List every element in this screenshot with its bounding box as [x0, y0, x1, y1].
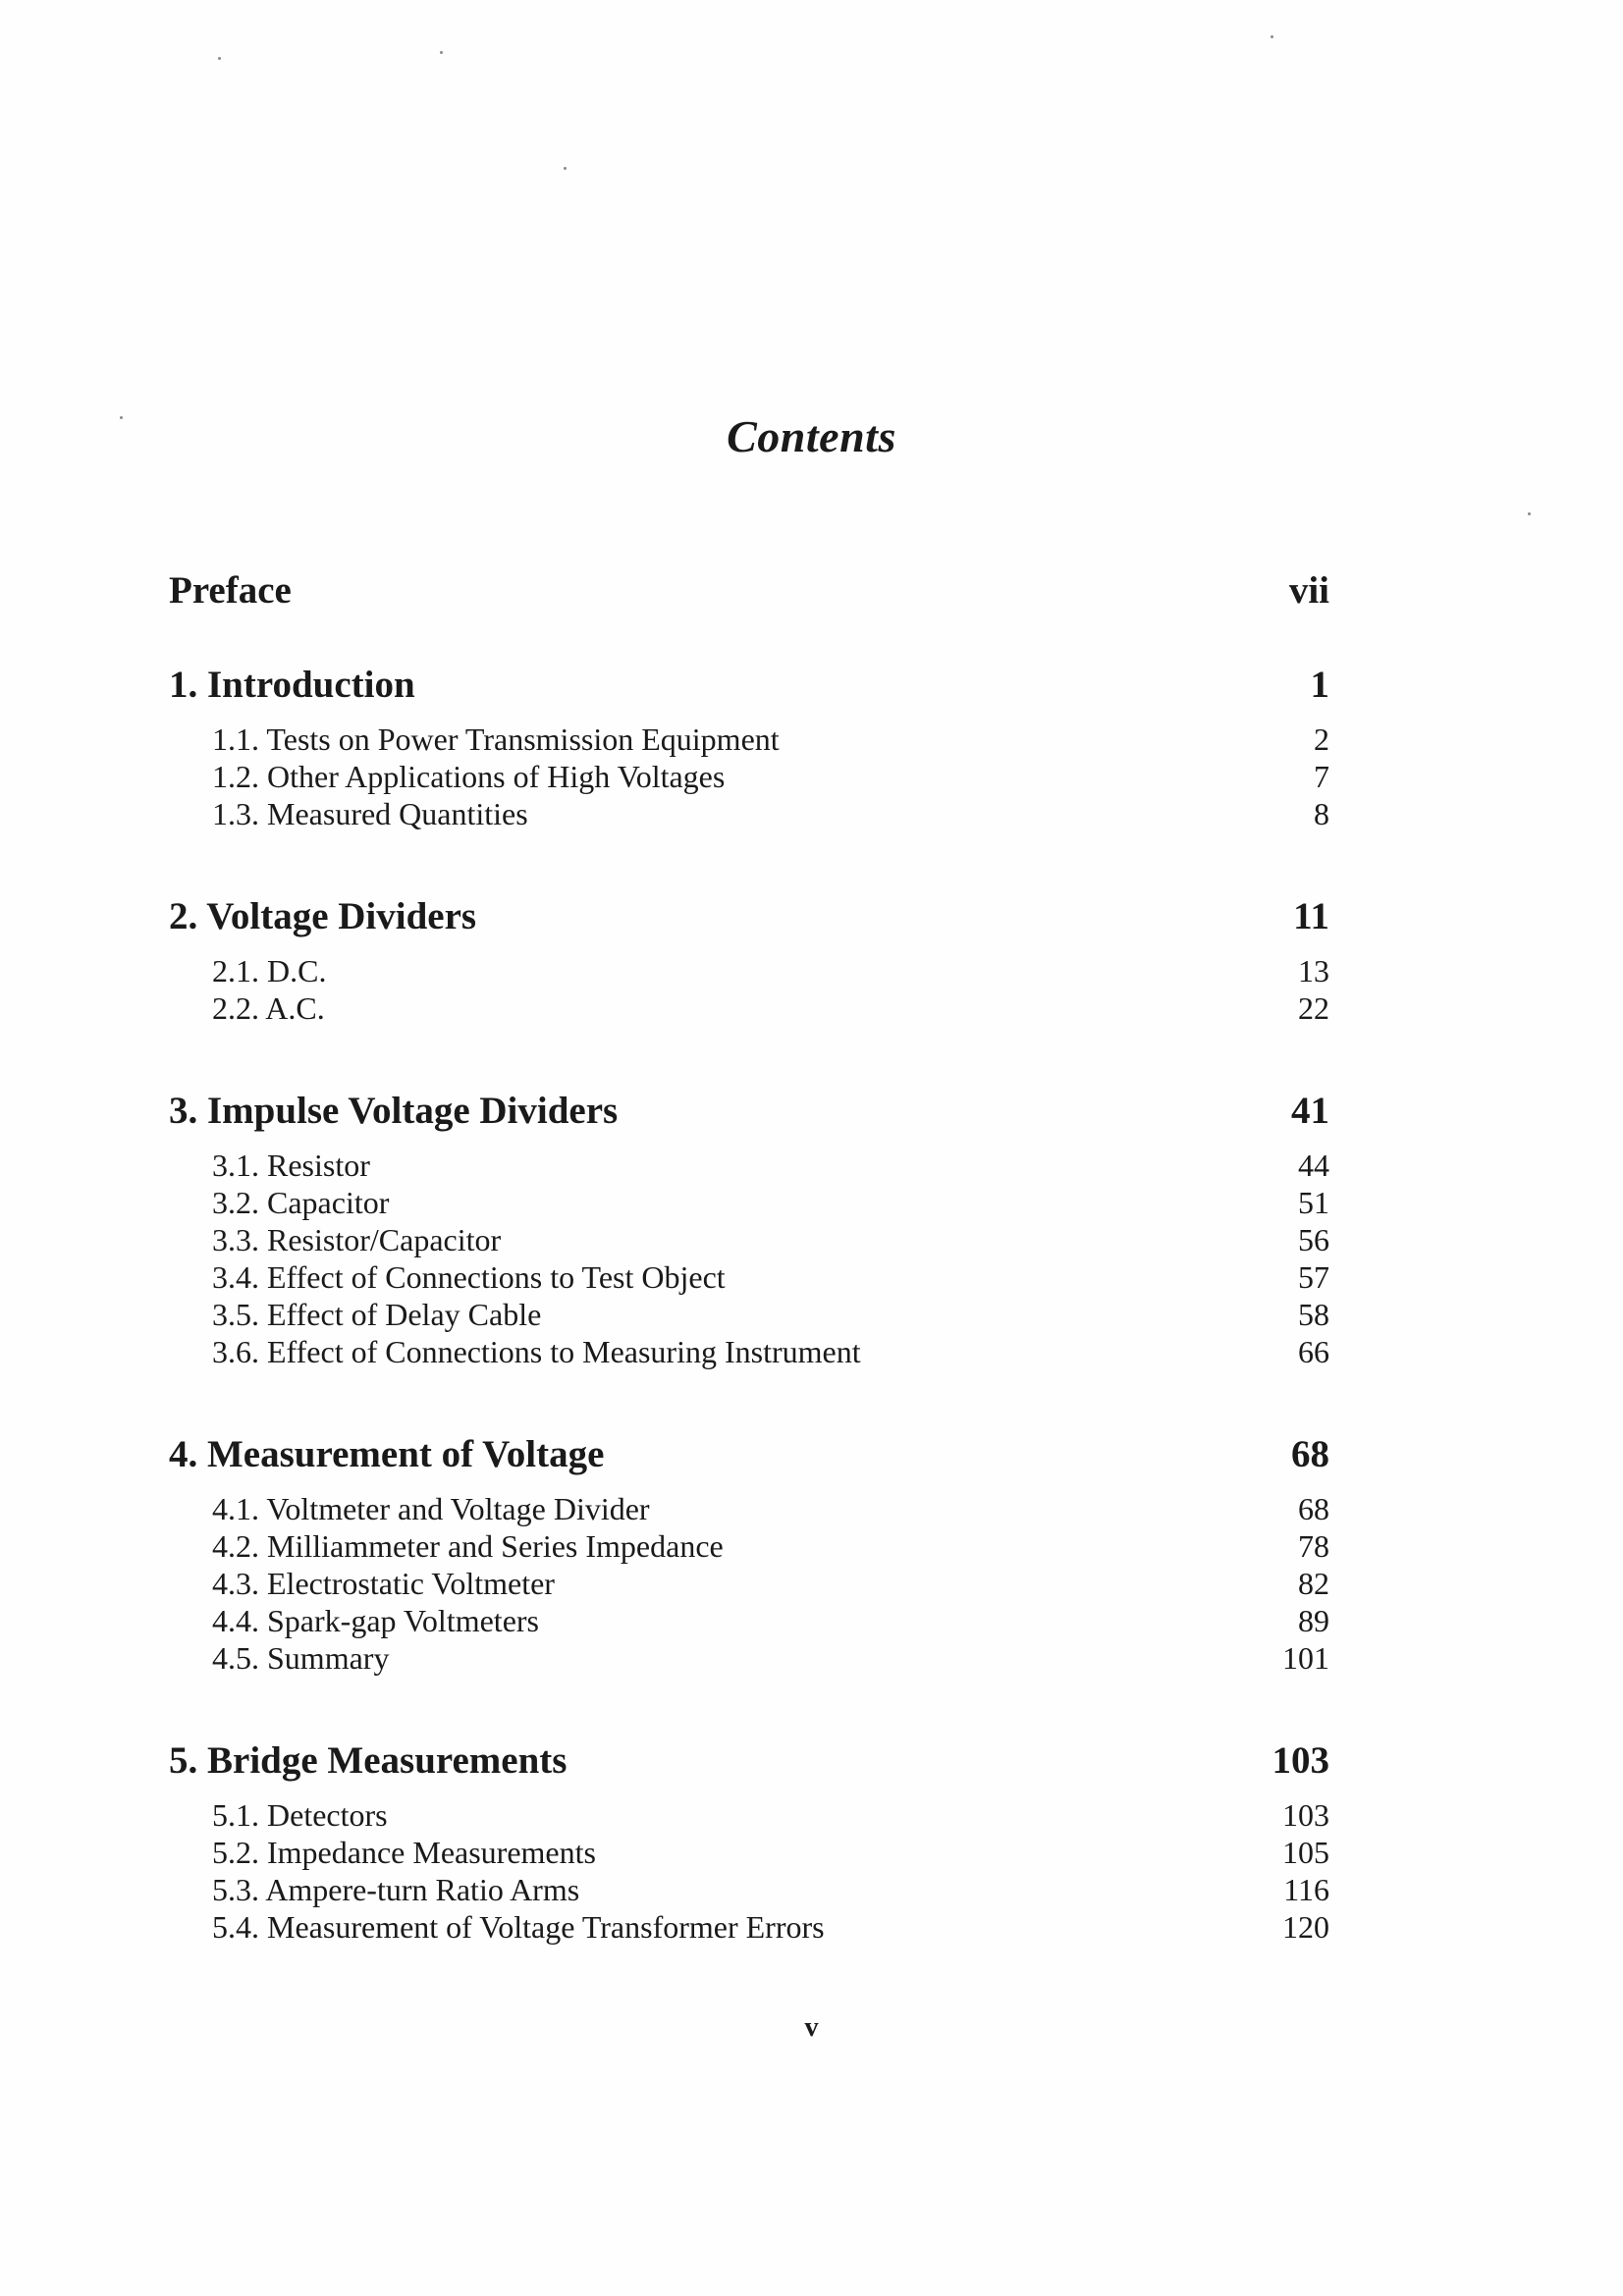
section-page-number: 51: [1298, 1185, 1329, 1220]
section-entry[interactable]: [169, 758, 1337, 795]
section-entry[interactable]: [169, 989, 1337, 1027]
section-title: 3.1. Resistor: [212, 1148, 370, 1183]
section-page-number: 44: [1298, 1148, 1329, 1183]
section-page-number: 89: [1298, 1603, 1329, 1638]
section-entry[interactable]: [169, 1908, 1337, 1946]
section-entry[interactable]: [169, 1565, 1337, 1602]
section-page-number: 78: [1298, 1528, 1329, 1564]
chapter-page-number: 103: [1271, 1739, 1329, 1782]
toc-chapter: [169, 1421, 1337, 1677]
chapter-heading[interactable]: [169, 1728, 1337, 1794]
section-title: 4.5. Summary: [212, 1640, 390, 1676]
section-entry[interactable]: [169, 1258, 1337, 1296]
section-entry[interactable]: [169, 1639, 1337, 1677]
section-title: 1.1. Tests on Power Transmission Equipment: [212, 721, 780, 757]
page-number: v: [804, 2012, 819, 2043]
section-page-number: 2: [1314, 721, 1329, 757]
section-title: 4.1. Voltmeter and Voltage Divider: [212, 1491, 650, 1526]
section-title: 3.3. Resistor/Capacitor: [212, 1222, 502, 1257]
section-page-number: 58: [1298, 1297, 1329, 1332]
chapter-page-number: vii: [1288, 569, 1329, 612]
section-page-number: 105: [1282, 1835, 1329, 1870]
section-entry[interactable]: [169, 1184, 1337, 1221]
section-title: 4.4. Spark-gap Voltmeters: [212, 1603, 539, 1638]
chapter-title: 5. Bridge Measurements: [169, 1739, 568, 1782]
section-page-number: 66: [1298, 1334, 1329, 1369]
section-entry[interactable]: [169, 1490, 1337, 1527]
section-entry[interactable]: [169, 1871, 1337, 1908]
section-entry[interactable]: [169, 1796, 1337, 1834]
chapter-title: Preface: [169, 569, 292, 612]
section-title: 4.2. Milliammeter and Series Impedance: [212, 1528, 724, 1564]
section-title: 5.3. Ampere-turn Ratio Arms: [212, 1872, 580, 1907]
chapter-page-number: 11: [1293, 895, 1329, 937]
chapter-page-number: 41: [1291, 1090, 1329, 1132]
section-entry[interactable]: [169, 952, 1337, 989]
toc-chapter: [169, 1728, 1337, 1946]
chapter-heading[interactable]: [169, 652, 1337, 719]
section-page-number: 82: [1298, 1566, 1329, 1601]
section-entry[interactable]: [169, 795, 1337, 832]
section-title: 2.1. D.C.: [212, 953, 327, 988]
paper-speck: [1528, 512, 1531, 515]
chapter-heading[interactable]: [169, 1421, 1337, 1488]
section-title: 3.2. Capacitor: [212, 1185, 390, 1220]
section-page-number: 103: [1282, 1797, 1329, 1833]
section-entry[interactable]: [169, 721, 1337, 758]
section-title: 3.4. Effect of Connections to Test Object: [212, 1259, 726, 1295]
section-entry[interactable]: [169, 1147, 1337, 1184]
chapter-title: 4. Measurement of Voltage: [169, 1433, 605, 1475]
section-page-number: 8: [1314, 796, 1329, 831]
section-list: [169, 952, 1337, 1027]
chapter-title: 1. Introduction: [169, 664, 415, 706]
section-page-number: 120: [1282, 1909, 1329, 1945]
section-entry[interactable]: [169, 1834, 1337, 1871]
section-title: 3.6. Effect of Connections to Measuring Instrument: [212, 1334, 861, 1369]
chapter-page-number: 1: [1310, 664, 1329, 706]
section-page-number: 7: [1314, 759, 1329, 794]
table-of-contents: [169, 558, 1337, 1997]
section-title: 5.2. Impedance Measurements: [212, 1835, 596, 1870]
paper-speck: [440, 51, 443, 54]
chapter-heading[interactable]: [169, 1078, 1337, 1145]
section-title: 1.3. Measured Quantities: [212, 796, 528, 831]
section-page-number: 13: [1298, 953, 1329, 988]
section-title: 5.1. Detectors: [212, 1797, 388, 1833]
chapter-title: 3. Impulse Voltage Dividers: [169, 1090, 619, 1132]
section-list: [169, 1796, 1337, 1946]
page-title: Contents: [727, 411, 896, 461]
toc-chapter: [169, 1078, 1337, 1370]
section-title: 5.4. Measurement of Voltage Transformer Errors: [212, 1909, 825, 1945]
section-page-number: 101: [1282, 1640, 1329, 1676]
section-list: [169, 1147, 1337, 1370]
section-title: 4.3. Electrostatic Voltmeter: [212, 1566, 555, 1601]
section-entry[interactable]: [169, 1296, 1337, 1333]
toc-chapter: [169, 883, 1337, 1027]
section-page-number: 68: [1298, 1491, 1329, 1526]
paper-speck: [564, 167, 567, 170]
paper-speck: [218, 57, 221, 60]
section-entry[interactable]: [169, 1527, 1337, 1565]
section-entry[interactable]: [169, 1602, 1337, 1639]
section-page-number: 56: [1298, 1222, 1329, 1257]
section-list: [169, 1490, 1337, 1677]
section-page-number: 116: [1283, 1872, 1329, 1907]
chapter-title: 2. Voltage Dividers: [169, 895, 477, 937]
section-title: 3.5. Effect of Delay Cable: [212, 1297, 542, 1332]
section-page-number: 22: [1298, 990, 1329, 1026]
section-title: 1.2. Other Applications of High Voltages: [212, 759, 726, 794]
section-title: 2.2. A.C.: [212, 990, 325, 1026]
chapter-heading[interactable]: [169, 558, 1337, 624]
toc-chapter: [169, 558, 1337, 624]
chapter-page-number: 68: [1291, 1433, 1329, 1475]
section-page-number: 57: [1298, 1259, 1329, 1295]
paper-speck: [1271, 35, 1273, 38]
toc-chapter: [169, 652, 1337, 832]
chapter-heading[interactable]: [169, 883, 1337, 950]
section-entry[interactable]: [169, 1333, 1337, 1370]
section-list: [169, 721, 1337, 832]
section-entry[interactable]: [169, 1221, 1337, 1258]
